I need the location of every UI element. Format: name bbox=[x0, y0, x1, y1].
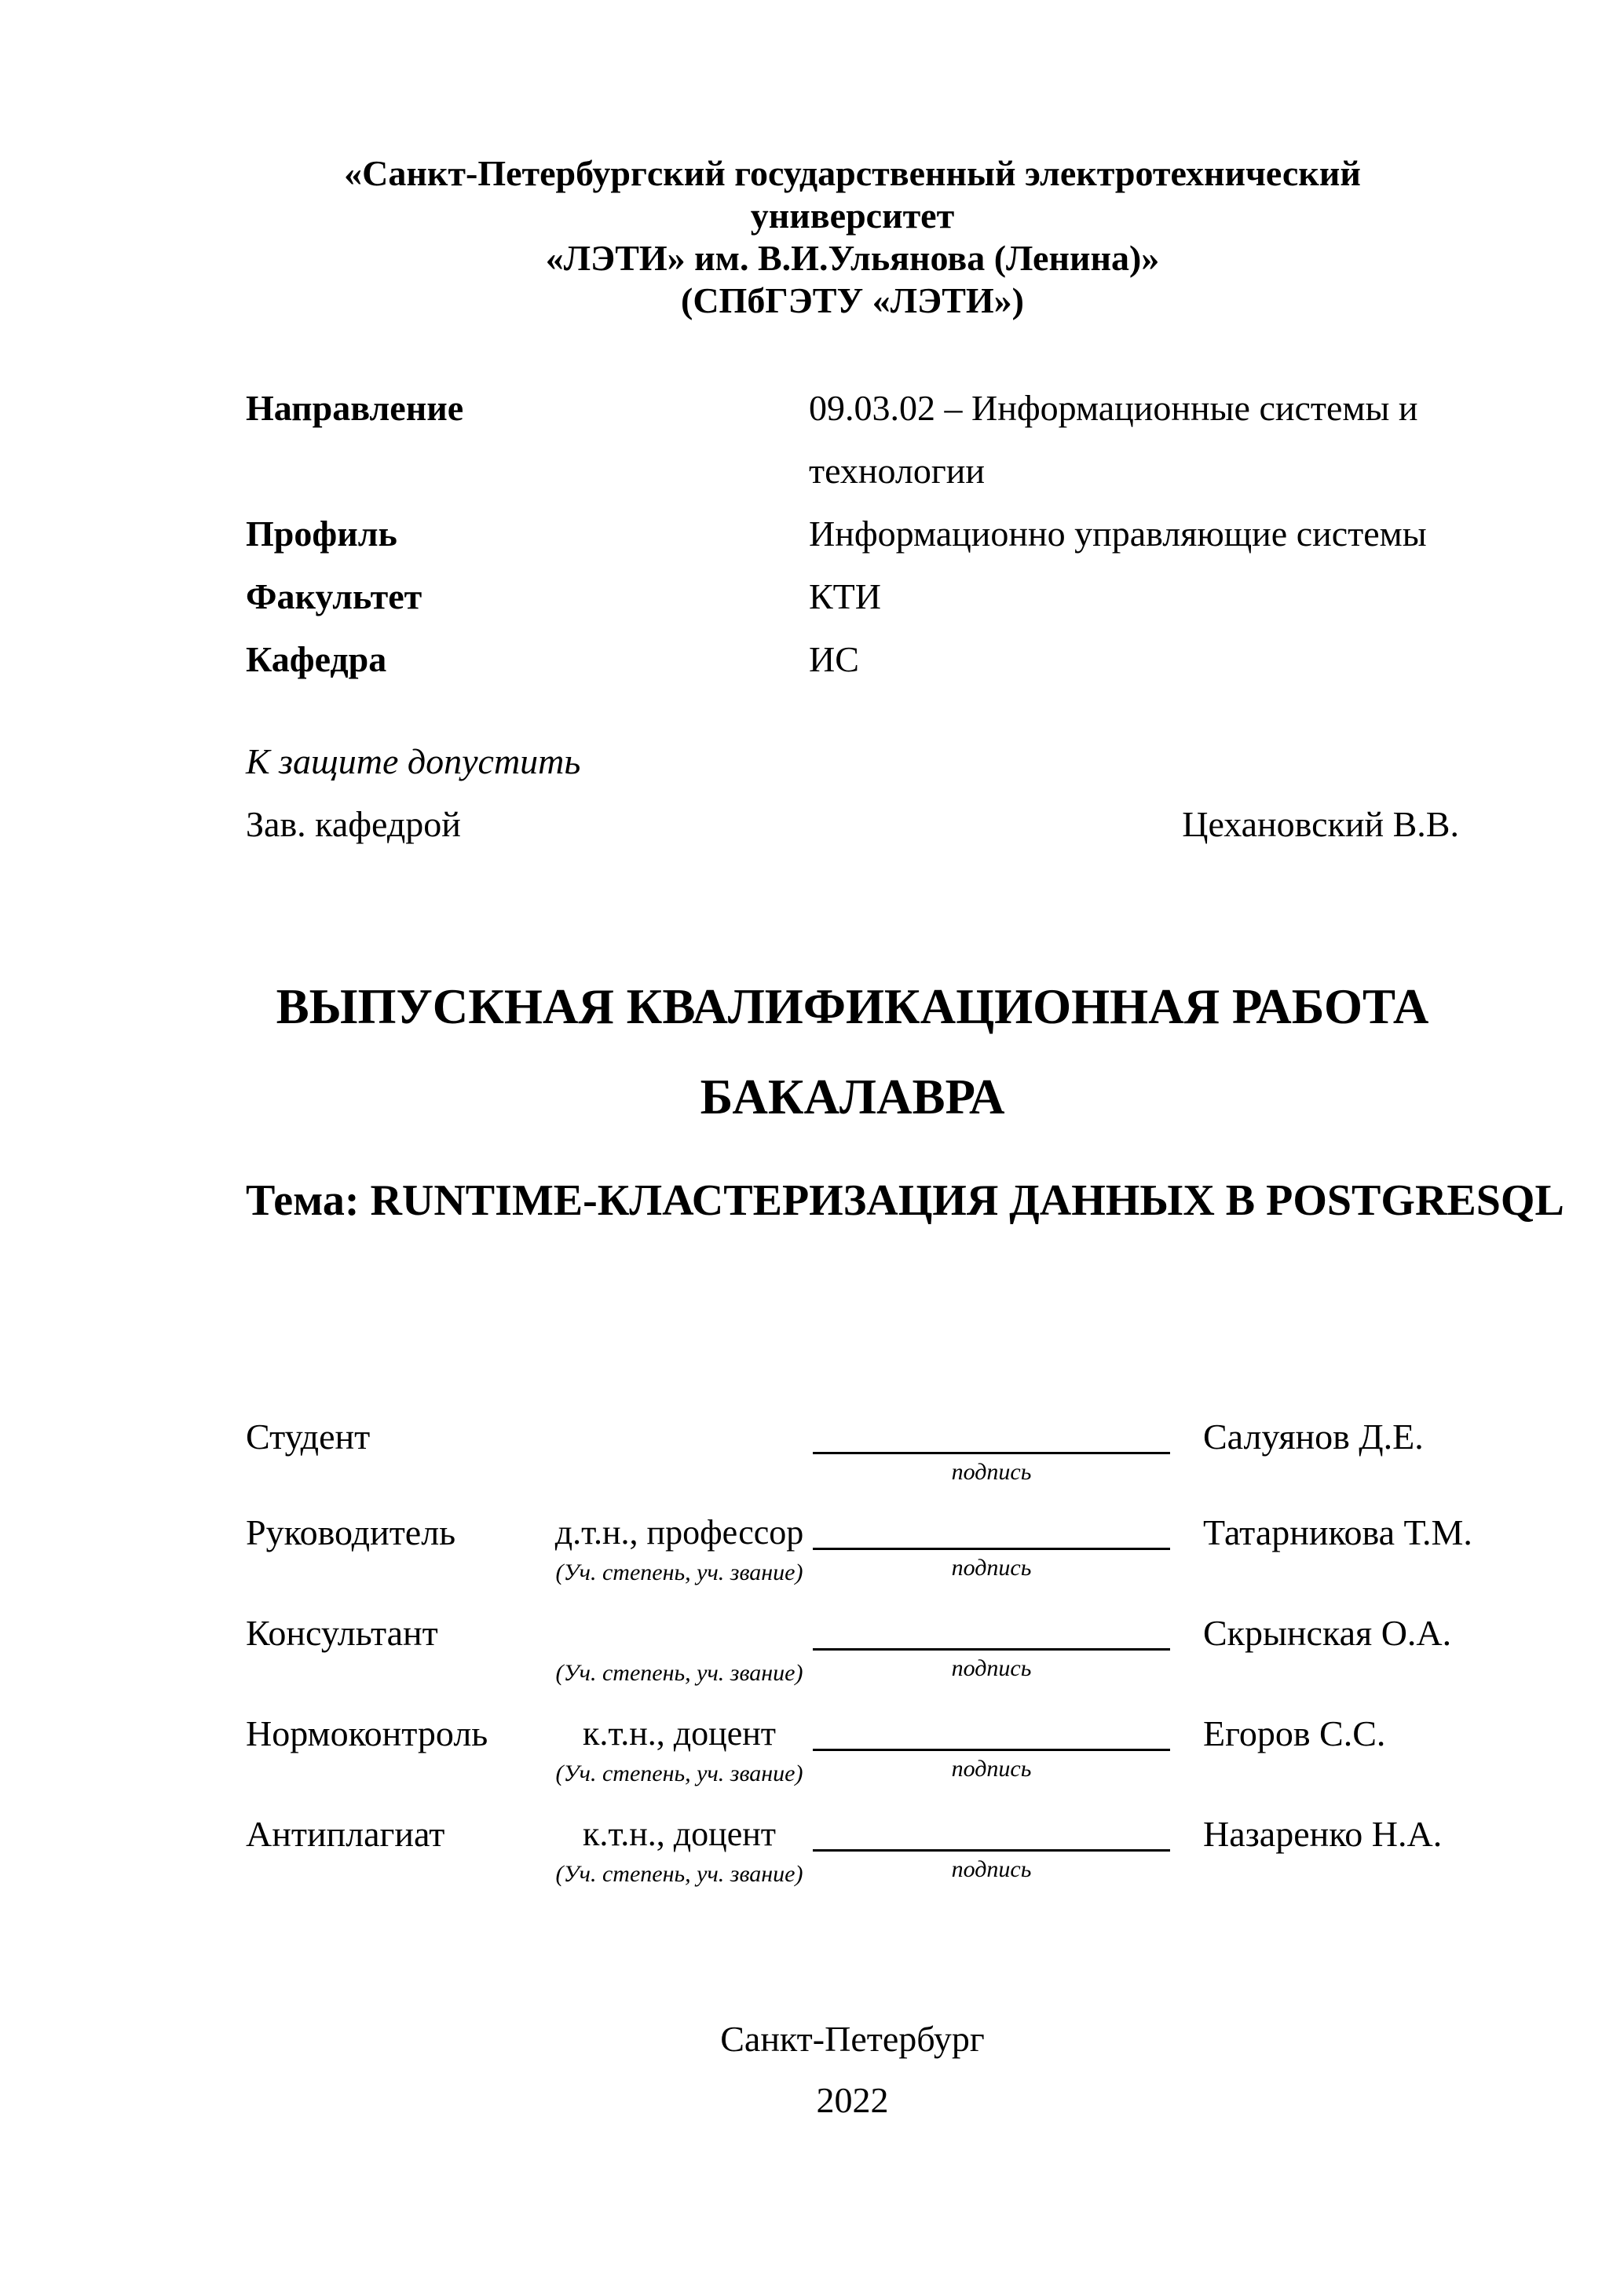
signature-row-consultant bbox=[246, 1613, 1459, 1687]
thesis-title-line-2: БАКАЛАВРА bbox=[700, 1069, 1005, 1124]
meta-row-direction bbox=[246, 377, 1459, 503]
degree-block bbox=[546, 1613, 813, 1687]
role-label: Студент bbox=[246, 1417, 371, 1457]
degree-block bbox=[546, 1713, 813, 1787]
meta-row-faculty bbox=[246, 565, 1459, 628]
person-name: Скрынская О.А. bbox=[1203, 1613, 1452, 1653]
signature-line bbox=[813, 1417, 1170, 1454]
admit-to-defense-line: К защите допустить bbox=[246, 741, 581, 781]
degree-text bbox=[546, 1417, 813, 1457]
faculty-value: КТИ bbox=[809, 576, 881, 616]
university-name-line-1: «Санкт-Петербургский государственный электротехнический университет bbox=[344, 153, 1361, 236]
signature-line bbox=[813, 1512, 1170, 1550]
university-header bbox=[246, 152, 1459, 322]
degree-caption: (Уч. степень, уч. звание) bbox=[555, 1559, 803, 1585]
signatures-section bbox=[246, 1417, 1472, 1888]
signature-field bbox=[813, 1814, 1170, 1883]
degree-caption: (Уч. степень, уч. звание) bbox=[555, 1760, 803, 1786]
direction-value: 09.03.02 – Информационные системы и технологии bbox=[809, 388, 1418, 491]
signature-field bbox=[813, 1613, 1170, 1682]
signature-caption: подпись bbox=[951, 1459, 1032, 1485]
signature-caption: подпись bbox=[951, 1555, 1032, 1581]
thesis-title-line-1: ВЫПУСКНАЯ КВАЛИФИКАЦИОННАЯ РАБОТА bbox=[276, 979, 1429, 1034]
university-name-line-2: «ЛЭТИ» им. В.И.Ульянова (Ленина)» bbox=[545, 238, 1160, 278]
signature-row-norm-control bbox=[246, 1713, 1459, 1787]
year-line: 2022 bbox=[816, 2080, 889, 2120]
degree-block bbox=[546, 1814, 813, 1888]
faculty-label: Факультет bbox=[246, 576, 422, 616]
meta-row-profile bbox=[246, 503, 1459, 565]
role-label: Антиплагиат bbox=[246, 1814, 445, 1854]
signature-caption: подпись bbox=[951, 1856, 1032, 1882]
signature-caption: подпись bbox=[951, 1655, 1032, 1681]
signature-row-supervisor bbox=[246, 1512, 1472, 1586]
profile-value: Информационно управляющие системы bbox=[809, 514, 1427, 554]
signature-line bbox=[813, 1613, 1170, 1651]
role-label: Нормоконтроль bbox=[246, 1713, 488, 1753]
person-name: Салуянов Д.Е. bbox=[1203, 1417, 1424, 1457]
signature-line bbox=[813, 1814, 1170, 1852]
signature-line bbox=[813, 1713, 1170, 1751]
degree-text: д.т.н., профессор bbox=[554, 1513, 804, 1552]
footer-section bbox=[246, 2009, 1459, 2131]
department-head-label: Зав. кафедрой bbox=[246, 804, 461, 844]
signature-caption: подпись bbox=[951, 1756, 1032, 1782]
person-name: Татарникова Т.М. bbox=[1203, 1512, 1472, 1552]
thesis-theme: Тема: RUNTIME-КЛАСТЕРИЗАЦИЯ ДАННЫХ В POSTGRESQL bbox=[246, 1176, 1564, 1225]
role-label: Консультант bbox=[246, 1613, 438, 1653]
approval-section bbox=[246, 730, 1459, 856]
city-line: Санкт-Петербург bbox=[720, 2019, 985, 2059]
profile-label: Профиль bbox=[246, 514, 397, 554]
department-label: Кафедра bbox=[246, 639, 387, 679]
signature-field bbox=[813, 1512, 1170, 1581]
signature-row-student bbox=[246, 1417, 1459, 1486]
signature-field bbox=[813, 1417, 1170, 1486]
university-abbreviation: (СПбГЭТУ «ЛЭТИ») bbox=[681, 280, 1024, 320]
degree-caption: (Уч. степень, уч. звание) bbox=[555, 1660, 803, 1686]
direction-label: Направление bbox=[246, 388, 464, 428]
person-name: Егоров С.С. bbox=[1203, 1713, 1386, 1753]
department-head-row bbox=[246, 793, 1459, 856]
department-head-name: Цехановский В.В. bbox=[1182, 804, 1459, 844]
degree-block bbox=[546, 1417, 813, 1464]
degree-text: к.т.н., доцент bbox=[582, 1815, 777, 1853]
person-name: Назаренко Н.А. bbox=[1203, 1814, 1443, 1854]
program-info-section bbox=[246, 377, 1459, 691]
degree-text bbox=[546, 1613, 813, 1654]
role-label: Руководитель bbox=[246, 1512, 456, 1552]
department-value: ИС bbox=[809, 639, 859, 679]
thesis-title bbox=[246, 962, 1459, 1143]
degree-text: к.т.н., доцент bbox=[582, 1714, 777, 1753]
signature-row-antiplagiarism bbox=[246, 1814, 1459, 1888]
degree-block bbox=[546, 1512, 813, 1586]
signature-field bbox=[813, 1713, 1170, 1782]
degree-caption: (Уч. степень, уч. звание) bbox=[555, 1861, 803, 1887]
meta-row-department bbox=[246, 628, 1459, 691]
